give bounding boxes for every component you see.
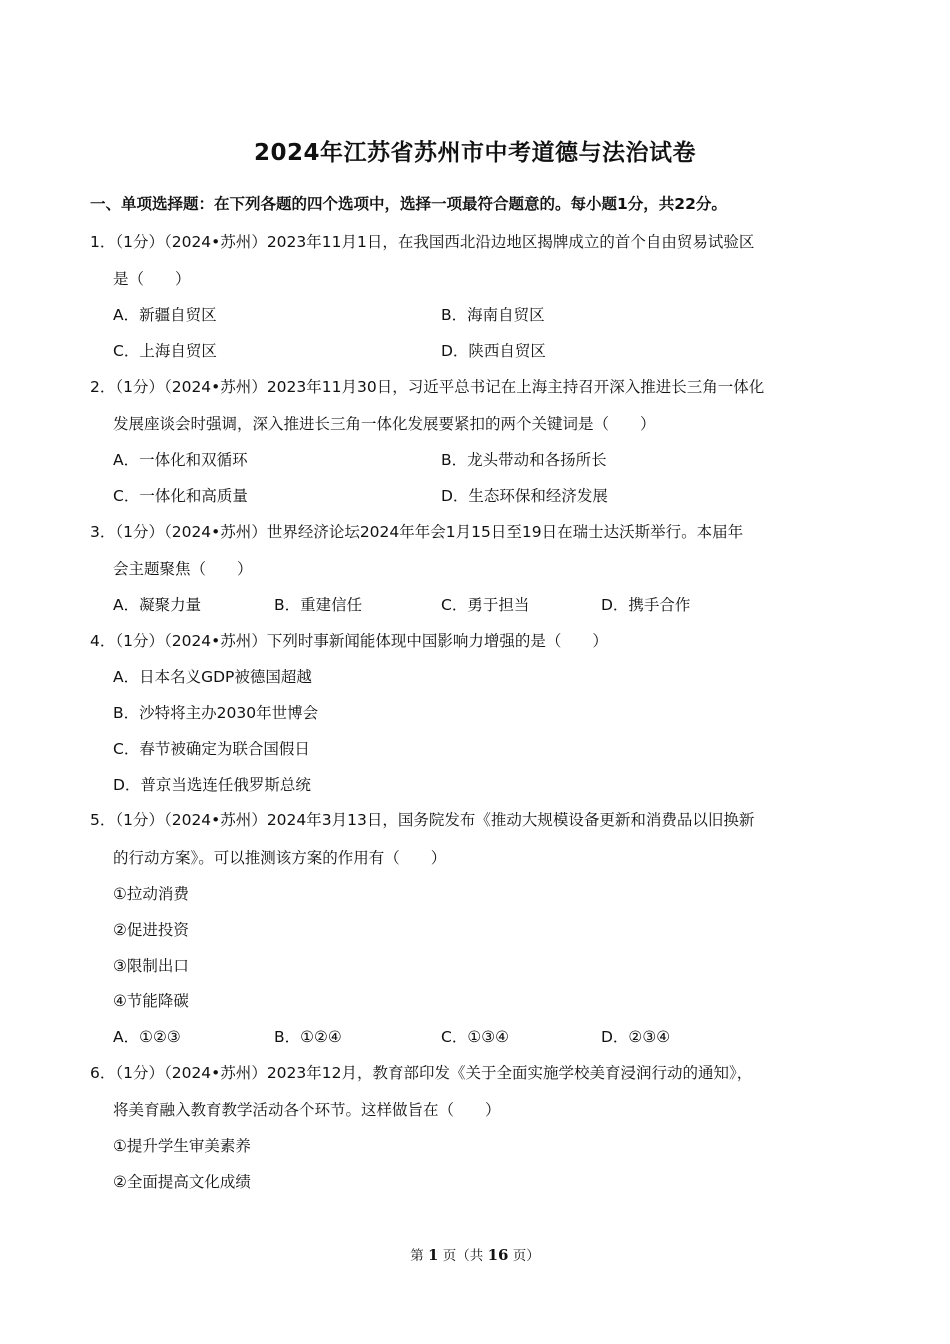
section-heading: 一、单项选择题：在下列各题的四个选项中，选择一项最符合题意的。每小题1分，共22分。: [90, 195, 727, 213]
question-3-option-b: B．重建信任: [274, 596, 363, 614]
question-2-stem: 2．（1分）（2024•苏州）2023年11月30日，习近平总书记在上海主持召开深入推进长三角一体化: [90, 378, 765, 396]
exam-title: 2024年江苏省苏州市中考道德与法治试卷: [253, 140, 696, 166]
question-1-option-c: C．上海自贸区: [113, 342, 217, 360]
question-5-stem: 5．（1分）（2024•苏州）2024年3月13日，国务院发布《推动大规模设备更新和消费品以旧换新: [90, 811, 755, 829]
footer-prefix: 第: [410, 1248, 424, 1264]
question-1-stem-cont: 是（ ）: [113, 270, 191, 288]
question-3-option-d: D．携手合作: [601, 596, 691, 614]
question-5-stem-cont: 的行动方案》。可以推测该方案的作用有（ ）: [113, 849, 447, 867]
question-4-option-c: C．春节被确定为联合国假日: [113, 740, 310, 758]
question-5-item-2: ②促进投资: [113, 921, 189, 939]
question-3-stem-cont: 会主题聚焦（ ）: [113, 560, 253, 578]
question-5-item-3: ③限制出口: [113, 957, 189, 975]
page-footer: [0, 1244, 950, 1264]
question-6-item-2: ②全面提高文化成绩: [113, 1173, 251, 1191]
question-2-stem-cont: 发展座谈会时强调，深入推进长三角一体化发展要紧扣的两个关键词是（ ）: [113, 415, 656, 433]
footer-page-number: 1: [428, 1246, 439, 1264]
question-3-stem: 3．（1分）（2024•苏州）世界经济论坛2024年年会1月15日至19日在瑞士达沃斯举行。本届年: [90, 523, 744, 541]
question-5-option-d: D．②③④: [601, 1028, 671, 1046]
question-5-option-c: C．①③④: [441, 1028, 510, 1046]
footer-middle: 页（共: [442, 1248, 484, 1264]
question-1-option-a: A．新疆自贸区: [113, 306, 217, 324]
question-6-stem: 6．（1分）（2024•苏州）2023年12月，教育部印发《关于全面实施学校美育浸润行动的通知》，: [90, 1064, 753, 1082]
question-1-option-b: B．海南自贸区: [441, 306, 545, 324]
question-2-option-d: D．生态环保和经济发展: [441, 487, 608, 505]
question-3-option-a: A．凝聚力量: [113, 596, 202, 614]
question-2-option-c: C．一体化和高质量: [113, 487, 248, 505]
footer-total-pages: 16: [487, 1246, 509, 1264]
question-2-option-a: A．一体化和双循环: [113, 451, 248, 469]
question-1-option-d: D．陕西自贸区: [441, 342, 546, 360]
question-5-item-4: ④节能降碳: [113, 992, 189, 1010]
question-5-option-b: B．①②④: [274, 1028, 342, 1046]
question-4-stem: 4．（1分）（2024•苏州）下列时事新闻能体现中国影响力增强的是（ ）: [90, 632, 608, 650]
footer-suffix: 页）: [512, 1248, 540, 1264]
question-6-item-1: ①提升学生审美素养: [113, 1137, 251, 1155]
question-3-option-c: C．勇于担当: [441, 596, 530, 614]
question-4-option-a: A．日本名义GDP被德国超越: [113, 668, 312, 686]
question-4-option-d: D．普京当选连任俄罗斯总统: [113, 776, 311, 794]
question-2-option-b: B．龙头带动和各扬所长: [441, 451, 607, 469]
question-5-option-a: A．①②③: [113, 1028, 181, 1046]
question-1-stem: 1．（1分）（2024•苏州）2023年11月1日，在我国西北沿边地区揭牌成立的首个自由贸易试验区: [90, 233, 755, 251]
question-5-item-1: ①拉动消费: [113, 885, 189, 903]
question-4-option-b: B．沙特将主办2030年世博会: [113, 704, 319, 722]
question-6-stem-cont: 将美育融入教育教学活动各个环节。这样做旨在（ ）: [113, 1101, 501, 1119]
